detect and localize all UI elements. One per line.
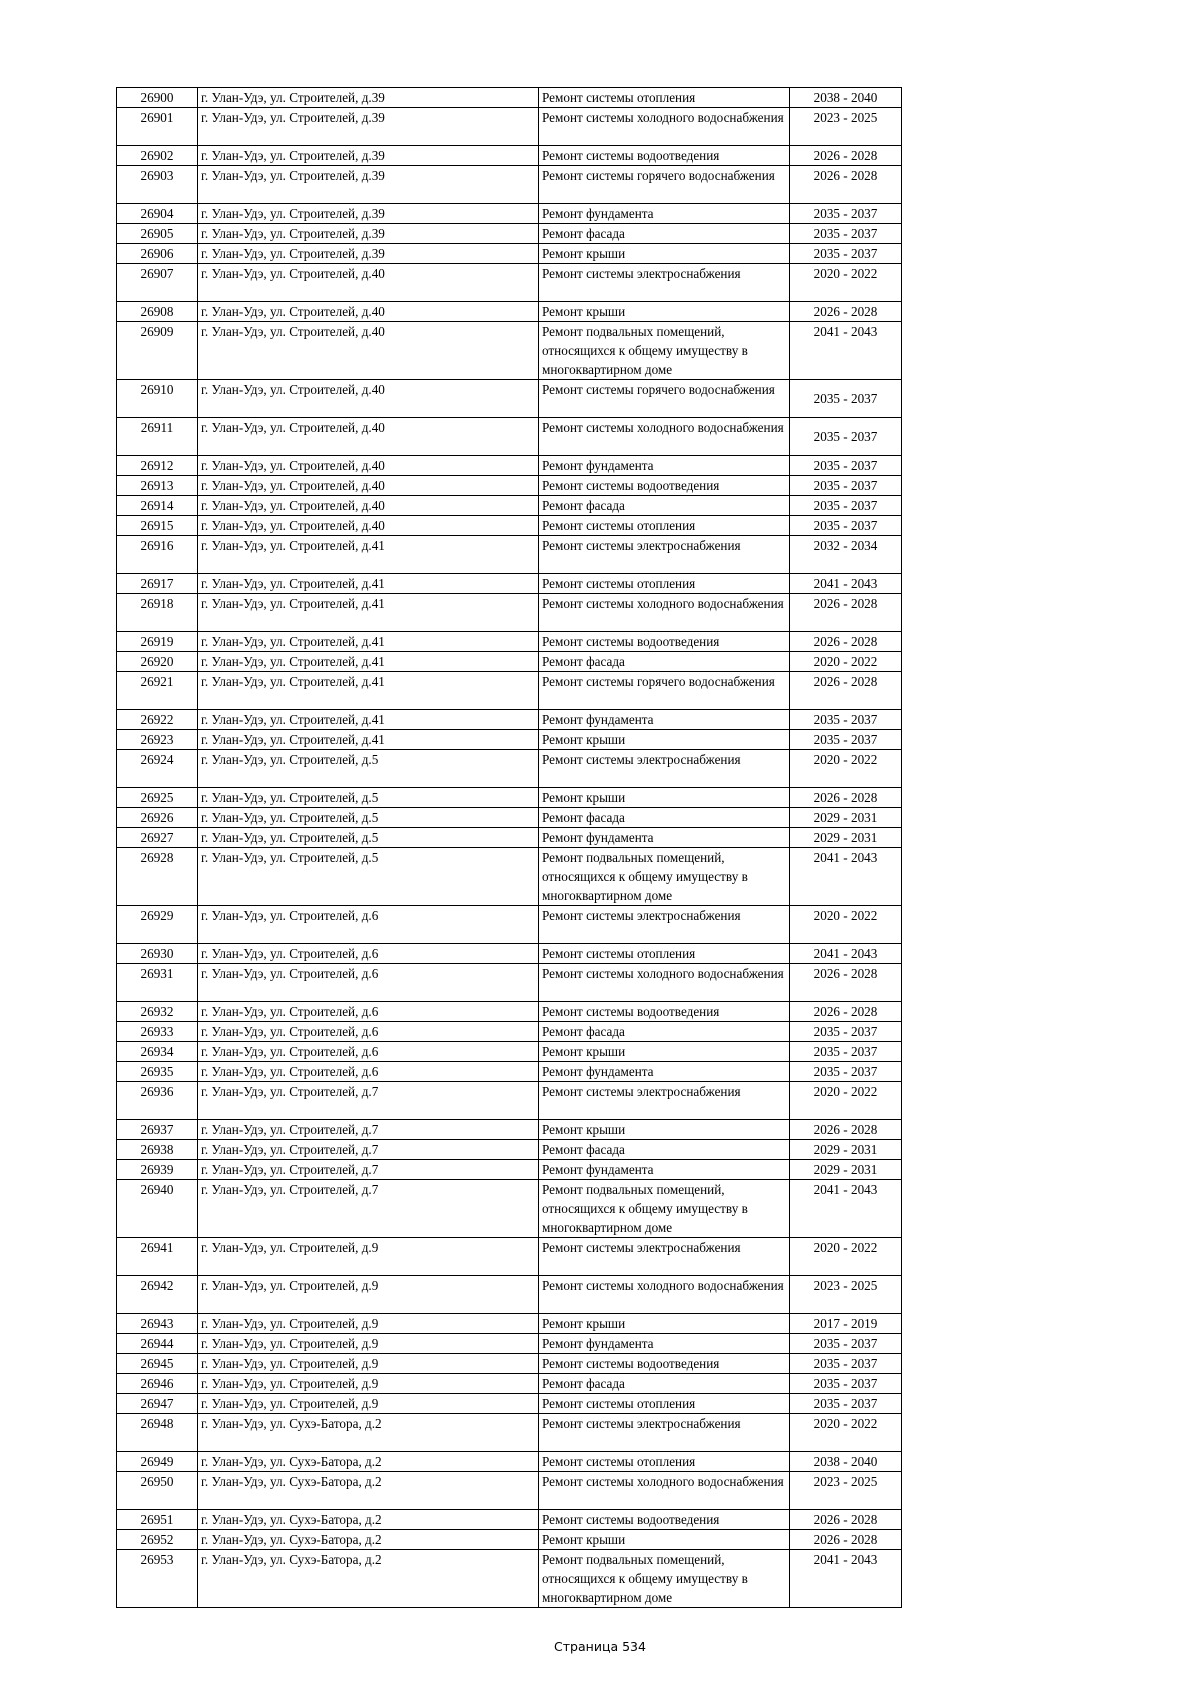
address-cell: г. Улан-Удэ, ул. Строителей, д.7	[198, 1120, 539, 1140]
table-row	[117, 1120, 902, 1140]
work-type-cell: Ремонт фасада	[539, 496, 790, 516]
row-number: 26930	[117, 944, 198, 964]
work-type-cell: Ремонт системы холодного водоснабжения	[539, 964, 790, 1002]
period-cell: 2029 - 2031	[790, 1140, 902, 1160]
work-type-cell: Ремонт системы водоотведения	[539, 146, 790, 166]
row-number: 26935	[117, 1062, 198, 1082]
address-cell: г. Улан-Удэ, ул. Строителей, д.40	[198, 516, 539, 536]
table-row	[117, 496, 902, 516]
work-type-cell: Ремонт фундамента	[539, 828, 790, 848]
table-row	[117, 418, 902, 456]
row-number: 26933	[117, 1022, 198, 1042]
period-cell: 2041 - 2043	[790, 1180, 902, 1238]
address-cell: г. Улан-Удэ, ул. Строителей, д.9	[198, 1238, 539, 1276]
table-row	[117, 1062, 902, 1082]
row-number: 26911	[117, 418, 198, 456]
work-type-cell: Ремонт крыши	[539, 302, 790, 322]
row-number: 26915	[117, 516, 198, 536]
work-type-cell: Ремонт подвальных помещений, относящихся к общему имуществу в многоквартирном доме	[539, 1550, 790, 1608]
address-cell: г. Улан-Удэ, ул. Строителей, д.5	[198, 828, 539, 848]
row-number: 26906	[117, 244, 198, 264]
work-type-cell: Ремонт системы горячего водоснабжения	[539, 380, 790, 418]
table-row	[117, 1238, 902, 1276]
address-cell: г. Улан-Удэ, ул. Строителей, д.40	[198, 322, 539, 380]
table-row	[117, 1374, 902, 1394]
row-number: 26927	[117, 828, 198, 848]
table-row	[117, 380, 902, 418]
period-cell: 2020 - 2022	[790, 750, 902, 788]
address-cell: г. Улан-Удэ, ул. Строителей, д.5	[198, 848, 539, 906]
table-row	[117, 456, 902, 476]
row-number: 26917	[117, 574, 198, 594]
work-type-cell: Ремонт крыши	[539, 1314, 790, 1334]
row-number: 26945	[117, 1354, 198, 1374]
work-type-cell: Ремонт системы водоотведения	[539, 1002, 790, 1022]
period-cell: 2029 - 2031	[790, 1160, 902, 1180]
row-number: 26920	[117, 652, 198, 672]
period-cell: 2017 - 2019	[790, 1314, 902, 1334]
period-cell: 2041 - 2043	[790, 574, 902, 594]
work-type-cell: Ремонт системы электроснабжения	[539, 264, 790, 302]
row-number: 26905	[117, 224, 198, 244]
period-cell: 2023 - 2025	[790, 108, 902, 146]
work-type-cell: Ремонт фасада	[539, 224, 790, 244]
table-row	[117, 322, 902, 380]
row-number: 26950	[117, 1472, 198, 1510]
period-cell: 2035 - 2037	[790, 1374, 902, 1394]
row-number: 26913	[117, 476, 198, 496]
work-type-cell: Ремонт системы водоотведения	[539, 1354, 790, 1374]
address-cell: г. Улан-Удэ, ул. Строителей, д.40	[198, 302, 539, 322]
work-type-cell: Ремонт фундамента	[539, 710, 790, 730]
address-cell: г. Улан-Удэ, ул. Строителей, д.41	[198, 710, 539, 730]
work-type-cell: Ремонт подвальных помещений, относящихся к общему имуществу в многоквартирном доме	[539, 322, 790, 380]
work-type-cell: Ремонт подвальных помещений, относящихся к общему имуществу в многоквартирном доме	[539, 1180, 790, 1238]
row-number: 26939	[117, 1160, 198, 1180]
period-cell: 2026 - 2028	[790, 632, 902, 652]
address-cell: г. Улан-Удэ, ул. Строителей, д.6	[198, 1062, 539, 1082]
period-cell: 2041 - 2043	[790, 1550, 902, 1608]
address-cell: г. Улан-Удэ, ул. Строителей, д.9	[198, 1394, 539, 1414]
address-cell: г. Улан-Удэ, ул. Строителей, д.40	[198, 456, 539, 476]
address-cell: г. Улан-Удэ, ул. Строителей, д.6	[198, 944, 539, 964]
work-type-cell: Ремонт фасада	[539, 652, 790, 672]
period-cell: 2035 - 2037	[790, 516, 902, 536]
row-number: 26922	[117, 710, 198, 730]
address-cell: г. Улан-Удэ, ул. Строителей, д.39	[198, 224, 539, 244]
period-cell: 2035 - 2037	[790, 730, 902, 750]
table-row	[117, 1452, 902, 1472]
table-row	[117, 88, 902, 108]
row-number: 26940	[117, 1180, 198, 1238]
period-cell: 2026 - 2028	[790, 788, 902, 808]
row-number: 26919	[117, 632, 198, 652]
address-cell: г. Улан-Удэ, ул. Сухэ-Батора, д.2	[198, 1530, 539, 1550]
period-cell: 2026 - 2028	[790, 166, 902, 204]
row-number: 26912	[117, 456, 198, 476]
table-row	[117, 652, 902, 672]
work-type-cell: Ремонт крыши	[539, 1120, 790, 1140]
row-number: 26942	[117, 1276, 198, 1314]
table-row	[117, 302, 902, 322]
table-row	[117, 750, 902, 788]
work-type-cell: Ремонт системы холодного водоснабжения	[539, 1276, 790, 1314]
address-cell: г. Улан-Удэ, ул. Строителей, д.6	[198, 1022, 539, 1042]
address-cell: г. Улан-Удэ, ул. Строителей, д.7	[198, 1180, 539, 1238]
table-row	[117, 848, 902, 906]
period-cell: 2035 - 2037	[790, 1042, 902, 1062]
row-number: 26923	[117, 730, 198, 750]
period-cell: 2035 - 2037	[790, 476, 902, 496]
row-number: 26934	[117, 1042, 198, 1062]
row-number: 26951	[117, 1510, 198, 1530]
address-cell: г. Улан-Удэ, ул. Строителей, д.6	[198, 906, 539, 944]
work-type-cell: Ремонт крыши	[539, 1530, 790, 1550]
table-row	[117, 1510, 902, 1530]
period-cell: 2038 - 2040	[790, 88, 902, 108]
row-number: 26946	[117, 1374, 198, 1394]
period-cell: 2035 - 2037	[790, 418, 902, 456]
work-type-cell: Ремонт крыши	[539, 788, 790, 808]
address-cell: г. Улан-Удэ, ул. Сухэ-Батора, д.2	[198, 1550, 539, 1608]
table-row	[117, 536, 902, 574]
row-number: 26908	[117, 302, 198, 322]
table-row	[117, 906, 902, 944]
table-row	[117, 166, 902, 204]
table-row	[117, 1314, 902, 1334]
work-type-cell: Ремонт фасада	[539, 808, 790, 828]
period-cell: 2026 - 2028	[790, 964, 902, 1002]
table-row	[117, 594, 902, 632]
row-number: 26903	[117, 166, 198, 204]
table-row	[117, 574, 902, 594]
row-number: 26900	[117, 88, 198, 108]
row-number: 26910	[117, 380, 198, 418]
table-row	[117, 788, 902, 808]
table-row	[117, 108, 902, 146]
work-type-cell: Ремонт системы электроснабжения	[539, 536, 790, 574]
row-number: 26924	[117, 750, 198, 788]
period-cell: 2026 - 2028	[790, 594, 902, 632]
row-number: 26907	[117, 264, 198, 302]
table-row	[117, 224, 902, 244]
work-type-cell: Ремонт системы водоотведения	[539, 632, 790, 652]
work-type-cell: Ремонт фасада	[539, 1374, 790, 1394]
table-row	[117, 632, 902, 652]
work-type-cell: Ремонт фундамента	[539, 456, 790, 476]
table-row	[117, 710, 902, 730]
row-number: 26914	[117, 496, 198, 516]
work-type-cell: Ремонт системы горячего водоснабжения	[539, 166, 790, 204]
period-cell: 2035 - 2037	[790, 244, 902, 264]
period-cell: 2035 - 2037	[790, 710, 902, 730]
table-row	[117, 964, 902, 1002]
table-row	[117, 808, 902, 828]
address-cell: г. Улан-Удэ, ул. Строителей, д.40	[198, 380, 539, 418]
row-number: 26928	[117, 848, 198, 906]
work-type-cell: Ремонт крыши	[539, 1042, 790, 1062]
period-cell: 2029 - 2031	[790, 828, 902, 848]
period-cell: 2035 - 2037	[790, 456, 902, 476]
period-cell: 2026 - 2028	[790, 1530, 902, 1550]
table-row	[117, 264, 902, 302]
work-type-cell: Ремонт фундамента	[539, 1334, 790, 1354]
address-cell: г. Улан-Удэ, ул. Строителей, д.41	[198, 672, 539, 710]
work-type-cell: Ремонт крыши	[539, 244, 790, 264]
work-type-cell: Ремонт системы водоотведения	[539, 476, 790, 496]
work-type-cell: Ремонт фасада	[539, 1022, 790, 1042]
row-number: 26929	[117, 906, 198, 944]
work-type-cell: Ремонт системы холодного водоснабжения	[539, 418, 790, 456]
period-cell: 2029 - 2031	[790, 808, 902, 828]
work-type-cell: Ремонт системы водоотведения	[539, 1510, 790, 1530]
address-cell: г. Улан-Удэ, ул. Строителей, д.40	[198, 264, 539, 302]
address-cell: г. Улан-Удэ, ул. Строителей, д.7	[198, 1082, 539, 1120]
address-cell: г. Улан-Удэ, ул. Строителей, д.9	[198, 1314, 539, 1334]
address-cell: г. Улан-Удэ, ул. Строителей, д.5	[198, 808, 539, 828]
address-cell: г. Улан-Удэ, ул. Строителей, д.39	[198, 108, 539, 146]
row-number: 26901	[117, 108, 198, 146]
period-cell: 2026 - 2028	[790, 302, 902, 322]
address-cell: г. Улан-Удэ, ул. Строителей, д.7	[198, 1140, 539, 1160]
period-cell: 2035 - 2037	[790, 1062, 902, 1082]
period-cell: 2026 - 2028	[790, 146, 902, 166]
period-cell: 2035 - 2037	[790, 380, 902, 418]
period-cell: 2032 - 2034	[790, 536, 902, 574]
work-type-cell: Ремонт системы электроснабжения	[539, 1082, 790, 1120]
work-type-cell: Ремонт системы отопления	[539, 574, 790, 594]
table-row	[117, 1394, 902, 1414]
address-cell: г. Улан-Удэ, ул. Строителей, д.39	[198, 244, 539, 264]
period-cell: 2026 - 2028	[790, 1002, 902, 1022]
address-cell: г. Улан-Удэ, ул. Строителей, д.41	[198, 536, 539, 574]
table-row	[117, 1354, 902, 1374]
row-number: 26904	[117, 204, 198, 224]
period-cell: 2035 - 2037	[790, 496, 902, 516]
row-number: 26926	[117, 808, 198, 828]
work-type-cell: Ремонт системы холодного водоснабжения	[539, 1472, 790, 1510]
address-cell: г. Улан-Удэ, ул. Строителей, д.6	[198, 1002, 539, 1022]
work-type-cell: Ремонт фасада	[539, 1140, 790, 1160]
table-row	[117, 1472, 902, 1510]
address-cell: г. Улан-Удэ, ул. Строителей, д.41	[198, 574, 539, 594]
address-cell: г. Улан-Удэ, ул. Строителей, д.5	[198, 788, 539, 808]
work-type-cell: Ремонт системы отопления	[539, 1452, 790, 1472]
row-number: 26909	[117, 322, 198, 380]
table-row	[117, 1160, 902, 1180]
table-row	[117, 1082, 902, 1120]
table-row	[117, 146, 902, 166]
address-cell: г. Улан-Удэ, ул. Строителей, д.41	[198, 632, 539, 652]
table-row	[117, 1022, 902, 1042]
row-number: 26925	[117, 788, 198, 808]
work-type-cell: Ремонт системы отопления	[539, 944, 790, 964]
period-cell: 2035 - 2037	[790, 1394, 902, 1414]
table-row	[117, 1180, 902, 1238]
address-cell: г. Улан-Удэ, ул. Строителей, д.39	[198, 204, 539, 224]
work-type-cell: Ремонт системы электроснабжения	[539, 906, 790, 944]
period-cell: 2023 - 2025	[790, 1276, 902, 1314]
address-cell: г. Улан-Удэ, ул. Строителей, д.39	[198, 88, 539, 108]
period-cell: 2038 - 2040	[790, 1452, 902, 1472]
address-cell: г. Улан-Удэ, ул. Строителей, д.9	[198, 1276, 539, 1314]
address-cell: г. Улан-Удэ, ул. Строителей, д.9	[198, 1374, 539, 1394]
address-cell: г. Улан-Удэ, ул. Сухэ-Батора, д.2	[198, 1452, 539, 1472]
table-row	[117, 730, 902, 750]
period-cell: 2035 - 2037	[790, 1022, 902, 1042]
table-body	[117, 88, 902, 1608]
period-cell: 2020 - 2022	[790, 652, 902, 672]
row-number: 26938	[117, 1140, 198, 1160]
table-row	[117, 1550, 902, 1608]
row-number: 26936	[117, 1082, 198, 1120]
work-type-cell: Ремонт системы электроснабжения	[539, 1238, 790, 1276]
work-type-cell: Ремонт системы горячего водоснабжения	[539, 672, 790, 710]
address-cell: г. Улан-Удэ, ул. Строителей, д.5	[198, 750, 539, 788]
table-row	[117, 1002, 902, 1022]
row-number: 26953	[117, 1550, 198, 1608]
row-number: 26952	[117, 1530, 198, 1550]
table-row	[117, 476, 902, 496]
work-type-cell: Ремонт системы отопления	[539, 516, 790, 536]
address-cell: г. Улан-Удэ, ул. Строителей, д.40	[198, 476, 539, 496]
row-number: 26944	[117, 1334, 198, 1354]
row-number: 26918	[117, 594, 198, 632]
period-cell: 2026 - 2028	[790, 1120, 902, 1140]
row-number: 26902	[117, 146, 198, 166]
table-row	[117, 516, 902, 536]
period-cell: 2035 - 2037	[790, 224, 902, 244]
work-type-cell: Ремонт системы отопления	[539, 88, 790, 108]
address-cell: г. Улан-Удэ, ул. Строителей, д.39	[198, 166, 539, 204]
table-row	[117, 1334, 902, 1354]
row-number: 26941	[117, 1238, 198, 1276]
period-cell: 2020 - 2022	[790, 1414, 902, 1452]
table-row	[117, 1042, 902, 1062]
row-number: 26932	[117, 1002, 198, 1022]
work-type-cell: Ремонт фундамента	[539, 204, 790, 224]
work-type-cell: Ремонт системы холодного водоснабжения	[539, 108, 790, 146]
table-row	[117, 1140, 902, 1160]
row-number: 26947	[117, 1394, 198, 1414]
row-number: 26937	[117, 1120, 198, 1140]
row-number: 26948	[117, 1414, 198, 1452]
period-cell: 2041 - 2043	[790, 322, 902, 380]
period-cell: 2035 - 2037	[790, 1354, 902, 1374]
work-type-cell: Ремонт крыши	[539, 730, 790, 750]
period-cell: 2020 - 2022	[790, 1082, 902, 1120]
period-cell: 2026 - 2028	[790, 1510, 902, 1530]
address-cell: г. Улан-Удэ, ул. Строителей, д.6	[198, 1042, 539, 1062]
period-cell: 2020 - 2022	[790, 906, 902, 944]
period-cell: 2035 - 2037	[790, 204, 902, 224]
table-row	[117, 828, 902, 848]
work-type-cell: Ремонт подвальных помещений, относящихся к общему имуществу в многоквартирном доме	[539, 848, 790, 906]
row-number: 26916	[117, 536, 198, 574]
table-row	[117, 1530, 902, 1550]
table-row	[117, 1276, 902, 1314]
page-number: Страница 534	[554, 1639, 646, 1654]
period-cell: 2035 - 2037	[790, 1334, 902, 1354]
period-cell: 2026 - 2028	[790, 672, 902, 710]
table-row	[117, 672, 902, 710]
address-cell: г. Улан-Удэ, ул. Строителей, д.41	[198, 730, 539, 750]
work-type-cell: Ремонт системы электроснабжения	[539, 1414, 790, 1452]
work-type-cell: Ремонт фундамента	[539, 1062, 790, 1082]
address-cell: г. Улан-Удэ, ул. Строителей, д.41	[198, 652, 539, 672]
period-cell: 2041 - 2043	[790, 944, 902, 964]
address-cell: г. Улан-Удэ, ул. Строителей, д.41	[198, 594, 539, 632]
address-cell: г. Улан-Удэ, ул. Строителей, д.7	[198, 1160, 539, 1180]
address-cell: г. Улан-Удэ, ул. Строителей, д.9	[198, 1354, 539, 1374]
work-type-cell: Ремонт фундамента	[539, 1160, 790, 1180]
period-cell: 2020 - 2022	[790, 264, 902, 302]
work-type-cell: Ремонт системы холодного водоснабжения	[539, 594, 790, 632]
row-number: 26943	[117, 1314, 198, 1334]
address-cell: г. Улан-Удэ, ул. Сухэ-Батора, д.2	[198, 1472, 539, 1510]
period-cell: 2041 - 2043	[790, 848, 902, 906]
address-cell: г. Улан-Удэ, ул. Сухэ-Батора, д.2	[198, 1510, 539, 1530]
row-number: 26921	[117, 672, 198, 710]
work-type-cell: Ремонт системы электроснабжения	[539, 750, 790, 788]
table-row	[117, 204, 902, 224]
row-number: 26949	[117, 1452, 198, 1472]
table-row	[117, 1414, 902, 1452]
repair-schedule-table	[116, 87, 902, 1608]
address-cell: г. Улан-Удэ, ул. Строителей, д.9	[198, 1334, 539, 1354]
row-number: 26931	[117, 964, 198, 1002]
address-cell: г. Улан-Удэ, ул. Строителей, д.39	[198, 146, 539, 166]
address-cell: г. Улан-Удэ, ул. Строителей, д.6	[198, 964, 539, 1002]
address-cell: г. Улан-Удэ, ул. Строителей, д.40	[198, 496, 539, 516]
period-cell: 2020 - 2022	[790, 1238, 902, 1276]
table-row	[117, 944, 902, 964]
table-row	[117, 244, 902, 264]
work-type-cell: Ремонт системы отопления	[539, 1394, 790, 1414]
period-cell: 2023 - 2025	[790, 1472, 902, 1510]
address-cell: г. Улан-Удэ, ул. Сухэ-Батора, д.2	[198, 1414, 539, 1452]
address-cell: г. Улан-Удэ, ул. Строителей, д.40	[198, 418, 539, 456]
